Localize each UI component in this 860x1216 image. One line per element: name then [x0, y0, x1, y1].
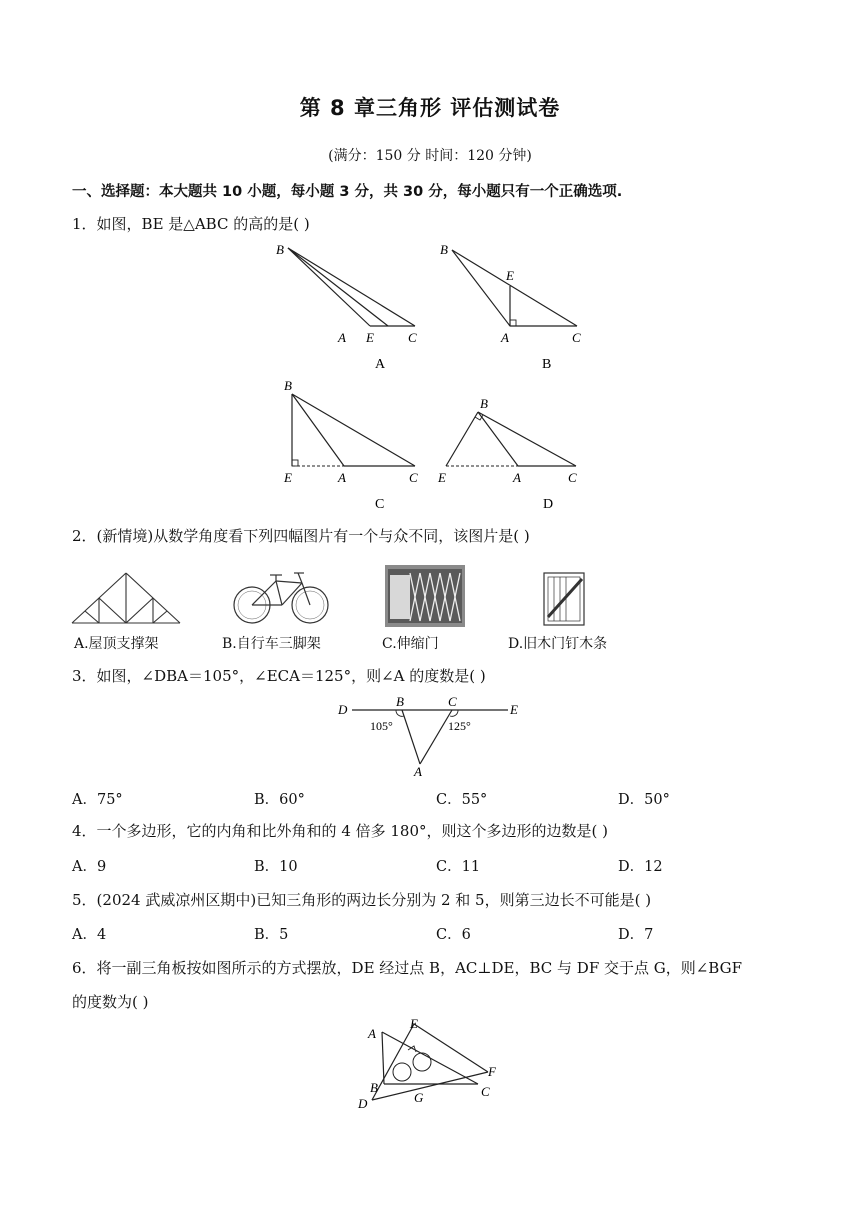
q3-label-e: E	[510, 702, 518, 717]
q6-label-e: E	[410, 1016, 418, 1031]
q1b-label-b: B	[440, 242, 448, 257]
q3-stem: 3．如图，∠DBA＝105°，∠ECA＝125°，则∠A 的度数是( )	[72, 667, 486, 685]
q1c-label-b: B	[284, 378, 292, 393]
q5-option-d: D．7	[618, 927, 654, 943]
q6-stem-line2: 的度数为( )	[72, 993, 149, 1011]
q3-option-c: C．55°	[436, 792, 488, 808]
q5-option-c: C．6	[436, 927, 471, 943]
q4-option-a: A．9	[72, 859, 107, 875]
q3-option-b: B．60°	[254, 792, 305, 808]
q1-caption-d: D	[543, 497, 554, 512]
q2-stem: 2．(新情境)从数学角度看下列四幅图片有一个与众不同，该图片是( )	[72, 527, 530, 545]
q1a-label-e: E	[366, 330, 374, 345]
q5-option-b: B．5	[254, 927, 289, 943]
roof-truss-image	[72, 573, 180, 623]
q3-figure	[330, 692, 530, 778]
q6-label-g: G	[414, 1090, 424, 1105]
q6-label-d: D	[358, 1096, 368, 1111]
wooden-door-image	[544, 573, 584, 625]
q1d-label-c: C	[568, 470, 577, 485]
q1-figure-c	[283, 378, 418, 512]
q6-figure	[350, 1014, 510, 1114]
q1c-label-c: C	[409, 470, 418, 485]
section-heading: 一、选择题：本大题共 10 小题，每小题 3 分，共 30 分，每小题只有一个正确选项.	[72, 184, 623, 200]
q3-label-d: D	[338, 702, 348, 717]
bicycle-image	[234, 573, 328, 623]
q2-option-a: A.屋顶支撑架	[74, 636, 159, 652]
q6-label-a: A	[368, 1026, 376, 1041]
q1c-label-a: A	[338, 470, 346, 485]
q4-stem: 4．一个多边形，它的内角和比外角和的 4 倍多 180°，则这个多边形的边数是( )	[72, 822, 608, 840]
exam-info: (满分：150 分 时间：120 分钟)	[328, 148, 532, 164]
q1-figure-d	[437, 396, 577, 512]
q2-option-c: C.伸缩门	[382, 636, 439, 652]
q6-label-f: F	[488, 1064, 496, 1079]
q5-stem: 5．(2024 武威凉州区期中)已知三角形的两边长分别为 2 和 5，则第三边长不可能是( )	[72, 891, 652, 909]
q1-stem: 1．如图，BE 是△ABC 的高的是( )	[72, 215, 310, 233]
sliding-gate-image	[385, 565, 465, 627]
q3-label-c: C	[448, 694, 457, 709]
q1-figure-a	[276, 242, 417, 372]
q2-pictures	[70, 565, 630, 630]
q1-caption-c: C	[375, 497, 385, 512]
q6-stem-line1: 6．将一副三角板按如图所示的方式摆放，DE 经过点 B，AC⊥DE，BC 与 DF 交于点 G，则∠BGF	[72, 959, 743, 977]
q1-caption-b: B	[542, 357, 552, 372]
q2-option-b: B.自行车三脚架	[222, 636, 321, 652]
q3-angle-105: 105°	[370, 719, 393, 733]
q6-label-c: C	[481, 1084, 490, 1099]
q1c-label-e: E	[284, 470, 292, 485]
q1b-label-e: E	[506, 268, 514, 283]
q5-option-a: A．4	[72, 927, 107, 943]
q6-label-b: B	[370, 1080, 378, 1095]
q1d-label-e: E	[438, 470, 446, 485]
q4-option-c: C．11	[436, 859, 481, 875]
q1-figures	[270, 238, 610, 518]
q1a-label-a: A	[338, 330, 346, 345]
q3-angle-125: 125°	[448, 719, 471, 733]
q3-label-b: B	[396, 694, 404, 709]
q2-option-d: D.旧木门钉木条	[508, 636, 608, 652]
q1a-label-c: C	[408, 330, 417, 345]
q1b-label-c: C	[572, 330, 581, 345]
q1-caption-a: A	[375, 357, 386, 372]
q4-option-d: D．12	[618, 859, 663, 875]
q1a-label-b: B	[276, 242, 284, 257]
page-title: 第 8 章三角形 评估测试卷	[299, 96, 561, 120]
q1d-label-b: B	[480, 396, 488, 411]
q3-label-a: A	[414, 764, 422, 778]
q4-option-b: B．10	[254, 859, 298, 875]
q1-figure-b	[440, 242, 581, 372]
q1b-label-a: A	[501, 330, 509, 345]
q3-option-a: A．75°	[72, 792, 123, 808]
q1d-label-a: A	[513, 470, 521, 485]
q3-option-d: D．50°	[618, 792, 670, 808]
